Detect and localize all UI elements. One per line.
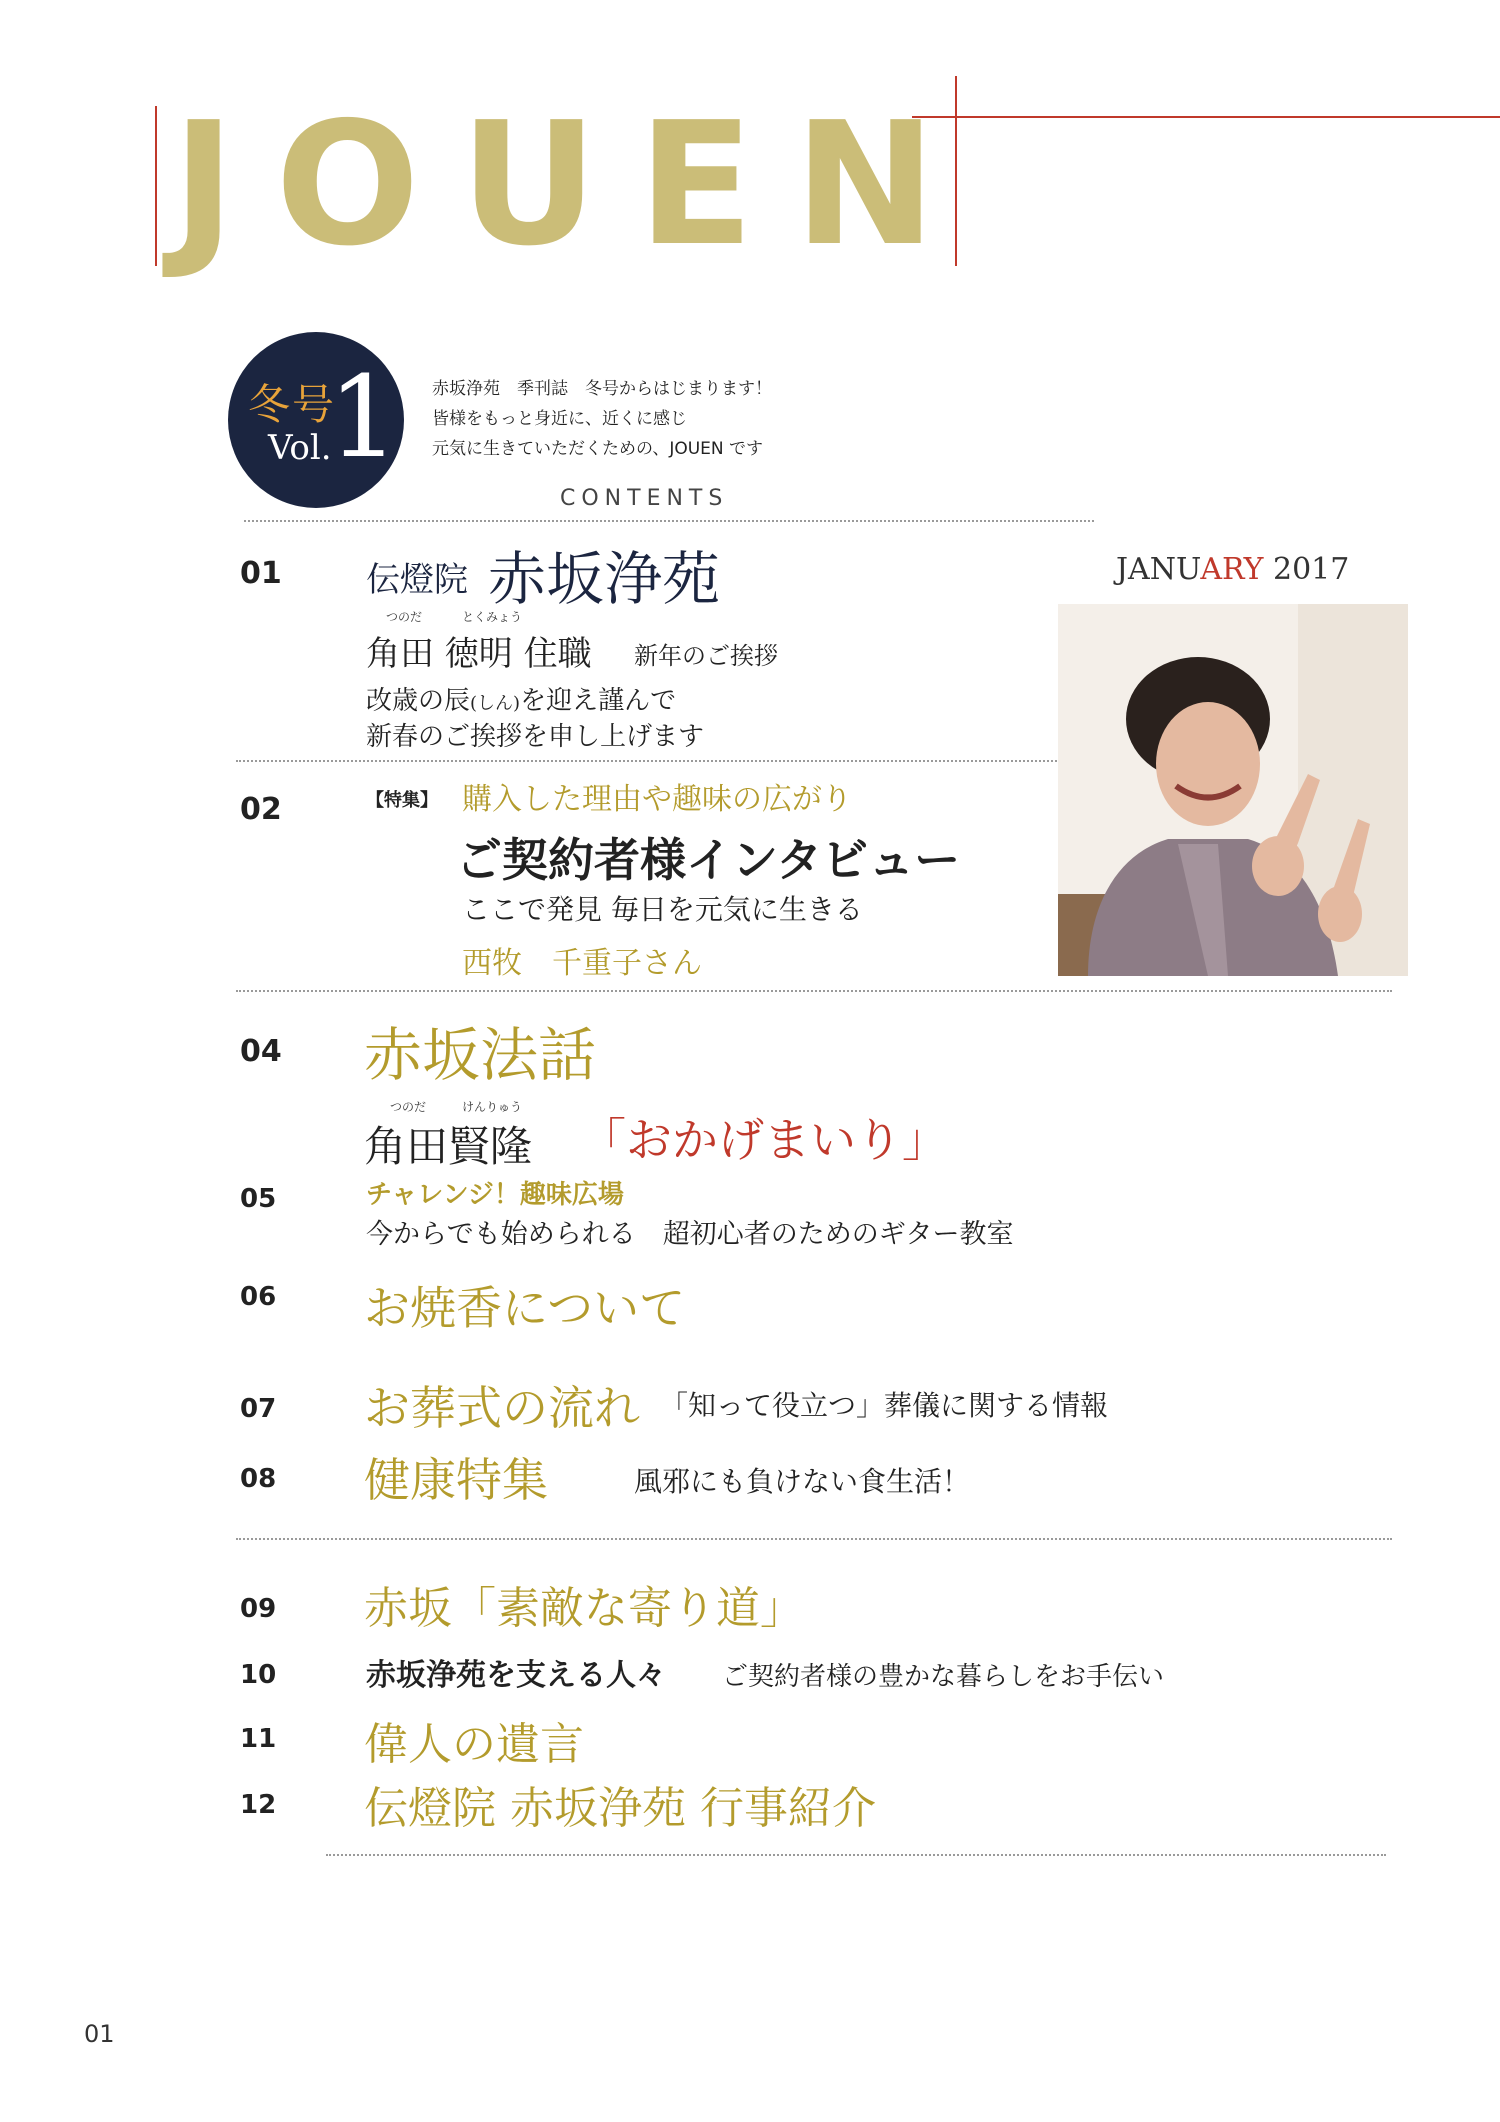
- entry-07-subtitle: 「知って役立つ」葬儀に関する情報: [660, 1389, 1109, 1422]
- interviewee-photo: [1058, 604, 1408, 976]
- entry-01-number: 01: [240, 556, 282, 591]
- entry-09-title: 赤坂「素敵な寄り道」: [364, 1583, 804, 1634]
- contents-heading: CONTENTS: [560, 486, 729, 511]
- entry-07-number: 07: [240, 1394, 277, 1424]
- entry-05-number: 05: [240, 1184, 277, 1214]
- entry-06-title: お焼香について: [364, 1281, 686, 1335]
- issue-vol-label: Vol.: [268, 428, 332, 468]
- page-number: 01: [84, 2020, 115, 2048]
- date-part-3: 2017: [1263, 552, 1350, 587]
- entry-02-subtitle: ここで発見 毎日を元気に生きる: [462, 893, 863, 926]
- entry-10-subtitle: ご契約者様の豊かな暮らしをお手伝い: [722, 1662, 1165, 1692]
- entry-02-person: 西牧 千重子さん: [462, 946, 702, 981]
- date-part-1: JANU: [1116, 552, 1201, 587]
- entry-04-number: 04: [240, 1034, 282, 1069]
- masthead-title: JOUEN: [172, 86, 977, 284]
- entry-01-line-1-start: 改歳の辰: [366, 686, 471, 716]
- issue-season: 冬号: [248, 380, 337, 429]
- entry-04-title: 赤坂法話: [364, 1021, 597, 1089]
- divider: [244, 520, 1094, 522]
- entry-04-ruby-2: けんりゅう: [462, 1100, 523, 1114]
- entry-04-name: 角田賢隆: [364, 1122, 533, 1171]
- divider: [236, 1538, 1392, 1540]
- intro-line-1: 赤坂浄苑 季刊誌 冬号からはじまります！: [432, 379, 772, 399]
- entry-10-number: 10: [240, 1660, 277, 1690]
- entry-02-lead: 購入した理由や趣味の広がり: [462, 782, 852, 817]
- issue-date: [1116, 552, 1349, 587]
- entry-02-title: ご契約者様インタビュー: [456, 833, 961, 887]
- entry-01-subtitle: 新年のご挨拶: [634, 642, 778, 670]
- entry-10-title: 赤坂浄苑を支える人々: [366, 1658, 666, 1693]
- entry-11-number: 11: [240, 1724, 277, 1754]
- intro-line-3: 元気に生きていただくための、JOUEN です: [432, 439, 764, 459]
- intro-line-2: 皆様をもっと身近に、近くに感じ: [432, 409, 687, 429]
- divider: [236, 760, 1060, 762]
- entry-08-title: 健康特集: [364, 1453, 548, 1507]
- entry-01-ruby-1: つのだ: [386, 610, 423, 624]
- entry-08-subtitle: 風邪にも負けない食生活！: [634, 1465, 971, 1498]
- entry-01-prefix: 伝燈院: [366, 560, 468, 600]
- entry-01-line-1: [366, 680, 676, 717]
- entry-07-title: お葬式の流れ: [364, 1381, 640, 1435]
- entry-02-tag: 【特集】: [366, 790, 438, 811]
- entry-12-number: 12: [240, 1790, 277, 1820]
- masthead-horizontal-rule: [912, 116, 1500, 118]
- entry-08-number: 08: [240, 1464, 277, 1494]
- entry-01-line-1-paren: (しん): [470, 693, 521, 714]
- issue-number: 1: [328, 353, 400, 483]
- entry-06-number: 06: [240, 1282, 277, 1312]
- entry-05-subtitle: 今からでも始められる 超初心者のためのギター教室: [366, 1219, 1014, 1250]
- entry-05-title: チャレンジ！趣味広場: [366, 1180, 624, 1210]
- entry-01-title: 赤坂浄苑: [488, 545, 721, 613]
- entry-02-number: 02: [240, 792, 282, 827]
- entry-01-line-1-end: を迎え謹んで: [520, 686, 677, 716]
- entry-01-ruby-2: とくみょう: [462, 610, 523, 624]
- entry-12-title: 伝燈院 赤坂浄苑 行事紹介: [364, 1783, 876, 1834]
- entry-11-title: 偉人の遺言: [364, 1719, 584, 1770]
- entry-01-name: 角田 徳明 住職: [366, 634, 592, 674]
- divider: [326, 1854, 1386, 1856]
- masthead-left-rule: [155, 106, 157, 266]
- entry-04-ruby-1: つのだ: [390, 1100, 427, 1114]
- date-part-2: ARY: [1200, 552, 1264, 587]
- entry-01-line-2: 新春のご挨拶を申し上げます: [366, 722, 705, 752]
- divider: [236, 990, 1392, 992]
- entry-04-quote: 「おかげまいり」: [580, 1113, 948, 1167]
- entry-09-number: 09: [240, 1594, 277, 1624]
